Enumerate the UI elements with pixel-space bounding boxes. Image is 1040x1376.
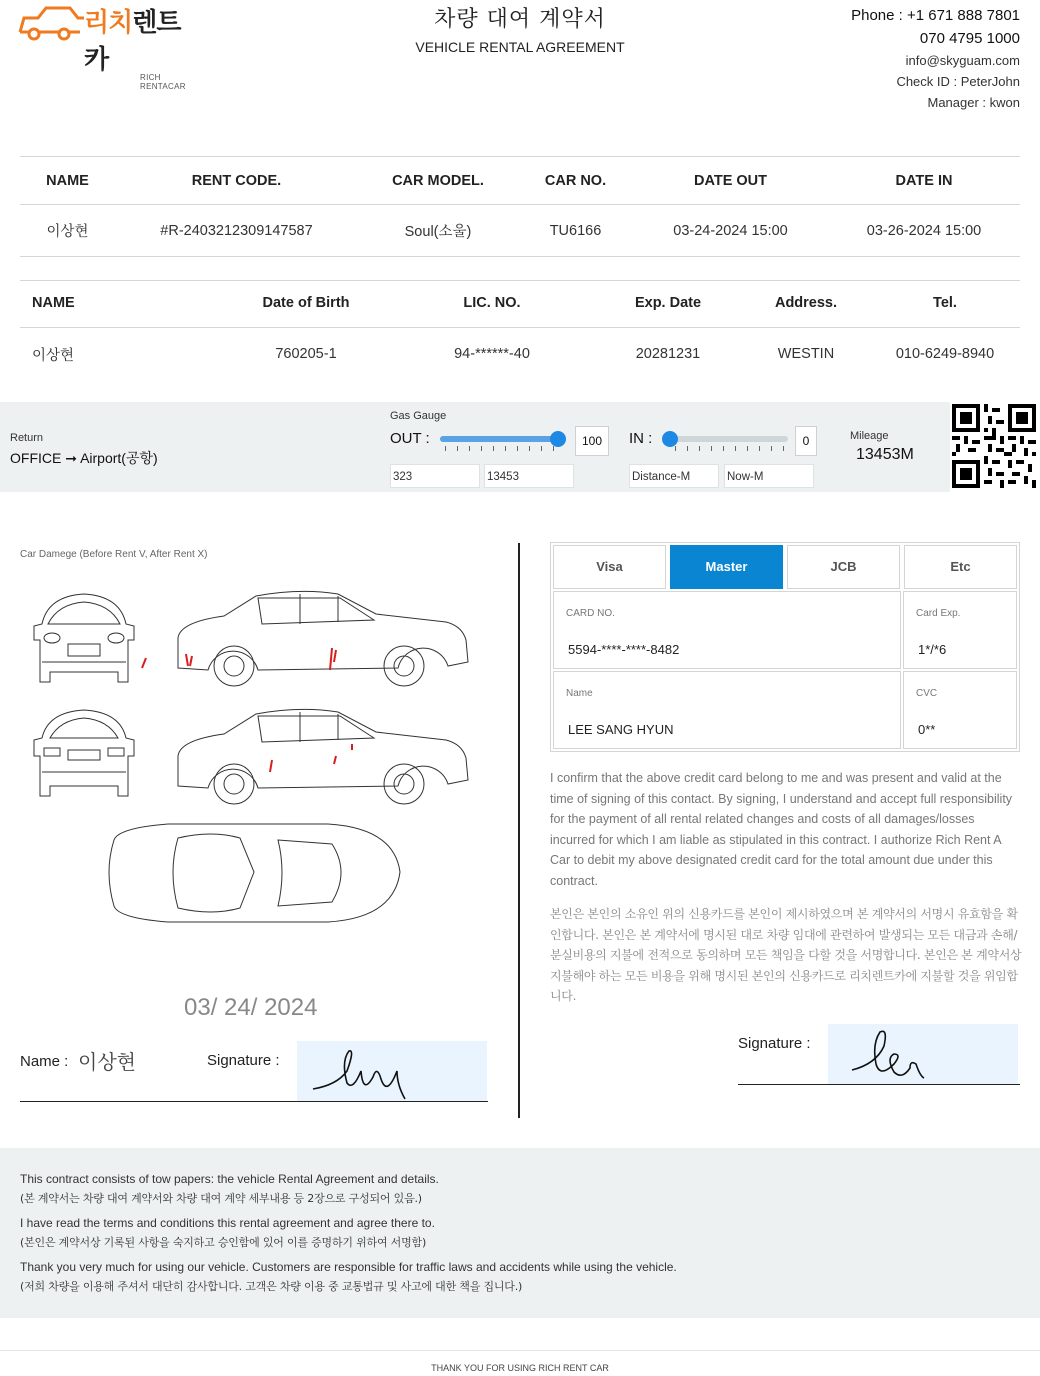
- footer-line-3-ko: (저희 차량을 이용해 주셔서 대단히 감사합니다. 고객은 차량 이용 중 교통법규 및 사고에 대한 책을 집니다.): [20, 1280, 523, 1293]
- tab-etc[interactable]: Etc: [904, 545, 1017, 589]
- card-name-label: Name: [566, 688, 593, 699]
- phone-primary: Phone : +1 671 888 7801: [851, 7, 1020, 24]
- card-name-value: LEE SANG HYUN: [568, 722, 674, 737]
- rental-table: [20, 156, 1020, 257]
- phone-secondary: 070 4795 1000: [919, 30, 1020, 47]
- out-gas-knob[interactable]: [550, 431, 566, 447]
- footer-line-2-ko: (본인은 계약서상 기록된 사항을 숙지하고 승인함에 있어 이를 증명하기 위하여 서명함): [20, 1236, 427, 1249]
- out-value: 100: [575, 426, 609, 456]
- footer-notice: [0, 1148, 1040, 1318]
- card-name-cell[interactable]: [553, 671, 901, 749]
- gauge-band: [0, 402, 950, 492]
- out-label: OUT :: [390, 430, 430, 447]
- terms-korean: 본인은 본인의 소유인 위의 신용카드를 본인이 제시하였으며 본 계약서의 서명시 유효함을 확인합니다. 본인은 본 계약서에 명시된 대로 차량 임대에 관련하여 발생되는 모든 대금과 손해/분실비용의 지불에 전적으로 동의하며 모든 책임을 다할 것을 서명합니다. 본인은 본 계약서상 지불해야 하는 모든 비용을 위해 명시된 본인의 신용카드로 리치렌트카에 지불할 것을 위임합니다.: [550, 907, 1022, 1003]
- driver-dob: 760205-1: [275, 346, 337, 362]
- distance-field[interactable]: Distance-M: [629, 464, 719, 488]
- car-side-view-left: [178, 591, 468, 686]
- card-exp-cell[interactable]: [903, 591, 1017, 669]
- contact-block: [851, 4, 1020, 113]
- rental-table-header: [20, 157, 1020, 205]
- footer-line-3: Thank you very much for using our vehicle. Customers are responsible for traffic laws and accidents while using the vehicle.: [20, 1260, 677, 1274]
- brand-name-en: RICH RENTACAR: [140, 73, 186, 91]
- card-cvc-cell[interactable]: [903, 671, 1017, 749]
- driver-lic: 94-******-40: [454, 346, 530, 362]
- footer-line-1-ko: (본 계약서는 차량 대여 계약서와 차량 대여 계약 세부내용 등 2장으로 구성되어 있음.): [20, 1192, 422, 1205]
- terms-english: I confirm that the above credit card belong to me and was present and valid at the time of signing of this contact. By signing, I understand and accept full responsibility for the payment of all rental related changes and costs of all damages/losses incurred for which I am liable as stipulated in this contract. I authorize Rich Rent A Car to debit my above designated credit card for the total amount due under this contract.: [550, 771, 1013, 888]
- driver-name: 이상현: [32, 348, 75, 364]
- out-ticks: [445, 446, 560, 451]
- cell-car-model: Soul(소울): [358, 205, 518, 257]
- table-row: [20, 205, 1020, 257]
- qr-code-icon: [952, 404, 1036, 488]
- in-ticks: [675, 446, 790, 451]
- manager: Manager : kwon: [927, 95, 1020, 110]
- check-id: Check ID : PeterJohn: [896, 74, 1020, 89]
- out-gas-slider[interactable]: [440, 436, 558, 442]
- damage-date: 03/ 24/ 2024: [184, 994, 318, 1021]
- email: info@skyguam.com: [905, 53, 1020, 68]
- signature-label-right: Signature :: [738, 1035, 811, 1052]
- cell-car-no: TU6166: [518, 205, 633, 257]
- driver-address: WESTIN: [777, 346, 835, 362]
- driver-col-address: Address.: [774, 295, 838, 311]
- out-gas-fill: [440, 436, 558, 442]
- cell-date-in: 03-26-2024 15:00: [828, 205, 1020, 257]
- brand-name-part2: 렌트카: [84, 8, 181, 75]
- damage-label: Car Damege (Before Rent V, After Rent X): [20, 549, 208, 560]
- card-number-value: 5594-****-****-8482: [568, 642, 680, 657]
- driver-tel: 010-6249-8940: [895, 346, 995, 362]
- cell-rent-code: #R-2403212309147587: [115, 205, 358, 257]
- in-label: IN :: [629, 430, 653, 447]
- signature-stroke-right: [828, 1024, 1018, 1084]
- in-value: 0: [795, 426, 817, 456]
- driver-col-name: NAME: [32, 295, 75, 311]
- cell-name: 이상현: [20, 205, 115, 257]
- page-title-en: VEHICLE RENTAL AGREEMENT: [415, 39, 625, 55]
- signature-pad-right[interactable]: [828, 1024, 1018, 1084]
- card-cvc-value: 0**: [918, 722, 936, 737]
- driver-col-dob: Date of Birth: [262, 295, 350, 311]
- col-date-in: DATE IN: [828, 157, 1020, 205]
- return-label: Return: [10, 432, 44, 444]
- card-exp-label: Card Exp.: [916, 608, 961, 619]
- return-value: OFFICE ➞ Airport(공항): [10, 450, 158, 466]
- car-front-view: [34, 594, 134, 682]
- tab-master[interactable]: Master: [670, 545, 783, 589]
- driver-col-tel: Tel.: [933, 295, 957, 311]
- card-number-cell[interactable]: [553, 591, 901, 669]
- card-cvc-label: CVC: [916, 688, 938, 699]
- card-number-label: CARD NO.: [566, 608, 615, 619]
- mileage-value: 13453M: [856, 446, 914, 463]
- card-exp-value: 1*/*6: [918, 642, 947, 657]
- thanks-text: THANK YOU FOR USING RICH RENT CAR: [431, 1363, 609, 1373]
- signature-label-left: Signature :: [207, 1052, 280, 1069]
- tab-jcb[interactable]: JCB: [787, 545, 900, 589]
- page-title-ko: 차량 대여 계약서: [434, 7, 606, 32]
- col-car-model: CAR MODEL.: [358, 157, 518, 205]
- out-field-1[interactable]: 323: [390, 464, 480, 488]
- col-rent-code: RENT CODE.: [115, 157, 358, 205]
- now-mileage-field[interactable]: Now-M: [724, 464, 814, 488]
- mileage-label: Mileage: [850, 430, 889, 442]
- cell-date-out: 03-24-2024 15:00: [633, 205, 828, 257]
- card-panel: [550, 542, 1020, 752]
- customer-name-value: 이상현: [78, 1050, 136, 1074]
- driver-exp: 20281231: [635, 346, 701, 362]
- col-name: NAME: [20, 157, 115, 205]
- brand-name-part1: 리치: [84, 8, 133, 38]
- car-top-view: [109, 824, 400, 922]
- driver-table-wrap: [20, 280, 1020, 380]
- col-car-no: CAR NO.: [518, 157, 633, 205]
- signature-line-right: [738, 1084, 1020, 1085]
- tab-visa[interactable]: Visa: [553, 545, 666, 589]
- footer-line-2: I have read the terms and conditions this rental agreement and agree there to.: [20, 1216, 435, 1230]
- signature-stroke-left: [297, 1041, 487, 1101]
- gas-gauge-label: Gas Gauge: [390, 410, 447, 422]
- driver-col-lic: LIC. NO.: [463, 295, 521, 311]
- car-rear-view: [34, 710, 134, 796]
- col-date-out: DATE OUT: [633, 157, 828, 205]
- out-field-2[interactable]: 13453: [484, 464, 574, 488]
- customer-name-label: Name :: [20, 1053, 69, 1070]
- in-gas-slider[interactable]: [670, 436, 788, 442]
- signature-pad-left[interactable]: [297, 1041, 487, 1101]
- car-side-view-right: [178, 709, 468, 804]
- signature-line-left: [20, 1101, 488, 1102]
- car-damage-diagram: [28, 582, 478, 952]
- footer-line-1: This contract consists of tow papers: the vehicle Rental Agreement and details.: [20, 1172, 439, 1186]
- thanks-divider: [0, 1350, 1040, 1351]
- in-gas-knob[interactable]: [662, 431, 678, 447]
- section-divider: [518, 543, 520, 1118]
- driver-col-exp: Exp. Date: [634, 295, 702, 311]
